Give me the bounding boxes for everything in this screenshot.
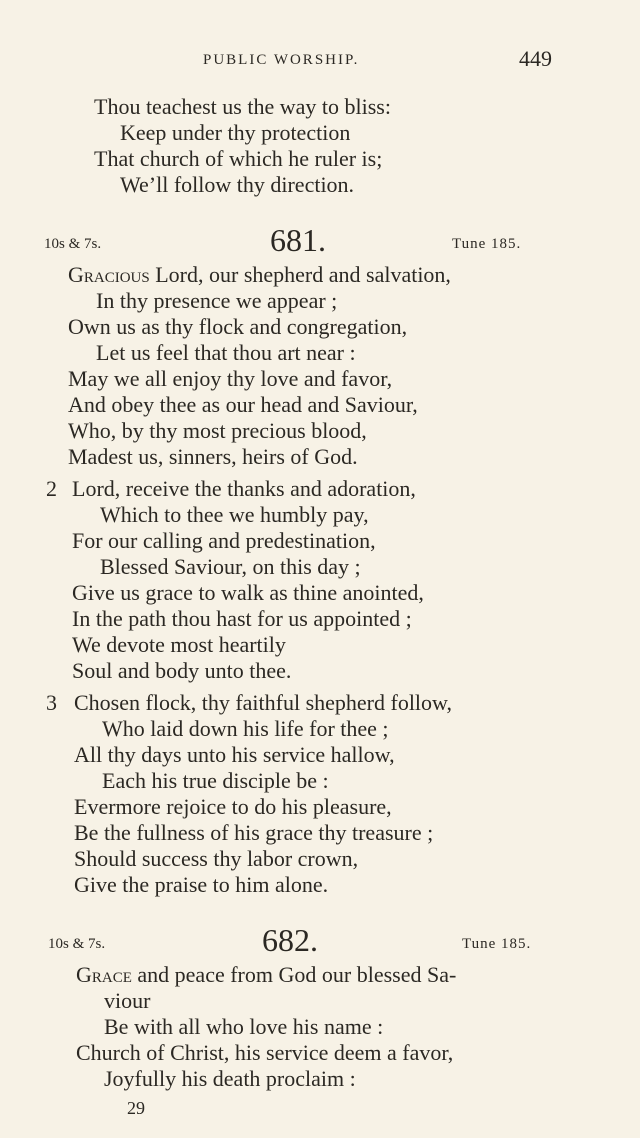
hymn-number: 681. — [270, 222, 326, 258]
verse-line — [68, 262, 451, 288]
verse-line: Which to thee we humbly pay, — [100, 502, 369, 527]
verse-line: Blessed Saviour, on this day ; — [100, 554, 361, 579]
tune-reference: Tune 185. — [452, 236, 522, 252]
verse-line: Be the fullness of his grace thy treasure ; — [74, 820, 434, 845]
verse-line — [76, 962, 456, 988]
verse-line: May we all enjoy thy love and favor, — [68, 366, 393, 391]
running-head — [0, 46, 640, 74]
verse-line: viour — [104, 988, 151, 1013]
tune-reference: Tune 185. — [462, 936, 532, 952]
verse-line: Own us as thy flock and congregation, — [68, 314, 408, 339]
verse-line: In the path thou hast for us appointed ; — [72, 606, 412, 631]
verse-line: Who laid down his life for thee ; — [102, 716, 389, 741]
verse-line: Let us feel that thou art near : — [96, 340, 356, 365]
verse-line: Give us grace to walk as thine anointed, — [72, 580, 424, 605]
hymn-meter: 10s & 7s. — [48, 936, 106, 952]
hymn-number: 682. — [262, 922, 318, 958]
verse-line: Lord, receive the thanks and adoration, — [72, 476, 416, 501]
verse-number: 2 — [46, 476, 57, 501]
verse-line: Chosen flock, thy faithful shepherd follow, — [74, 690, 452, 715]
verse-line: Madest us, sinners, heirs of God. — [68, 444, 358, 469]
initial-word: Grace — [76, 962, 132, 987]
verse-line: That church of which he ruler is; — [94, 146, 383, 171]
verse-line: Church of Christ, his service deem a favor, — [76, 1040, 454, 1065]
verse-line: For our calling and predestination, — [72, 528, 376, 553]
page-number: 449 — [519, 46, 552, 71]
verse-line: In thy presence we appear ; — [96, 288, 338, 313]
verse-line: Should success thy labor crown, — [74, 846, 359, 871]
verse-line: Joyfully his death proclaim : — [104, 1066, 356, 1091]
verse-line: And obey thee as our head and Saviour, — [68, 392, 418, 417]
verse-line: Soul and body unto thee. — [72, 658, 292, 683]
running-title: PUBLIC WORSHIP. — [203, 52, 360, 68]
verse-line: We’ll follow thy direction. — [120, 172, 355, 197]
verse-line: Thou teachest us the way to bliss: — [94, 94, 391, 119]
verse-line: Each his true disciple be : — [102, 768, 329, 793]
hymn-681-header — [0, 222, 640, 262]
signature-mark: 29 — [127, 1098, 145, 1118]
verse-line: Keep under thy protection — [120, 120, 351, 145]
verse-line: All thy days unto his service hallow, — [74, 742, 395, 767]
first-line-text: and peace from God our blessed Sa- — [131, 962, 457, 987]
first-line-text: Lord, our shepherd and salvation, — [149, 262, 451, 287]
verse-line: Who, by thy most precious blood, — [68, 418, 367, 443]
verse-line: Give the praise to him alone. — [74, 872, 329, 897]
verse-line: We devote most heartily — [72, 632, 286, 657]
hymn-682-header — [0, 922, 640, 962]
verse-number: 3 — [46, 690, 57, 715]
verse-line: Evermore rejoice to do his pleasure, — [74, 794, 392, 819]
verse-line: Be with all who love his name : — [104, 1014, 384, 1039]
hymn-meter: 10s & 7s. — [44, 236, 102, 252]
initial-word: Gracious — [68, 262, 150, 287]
